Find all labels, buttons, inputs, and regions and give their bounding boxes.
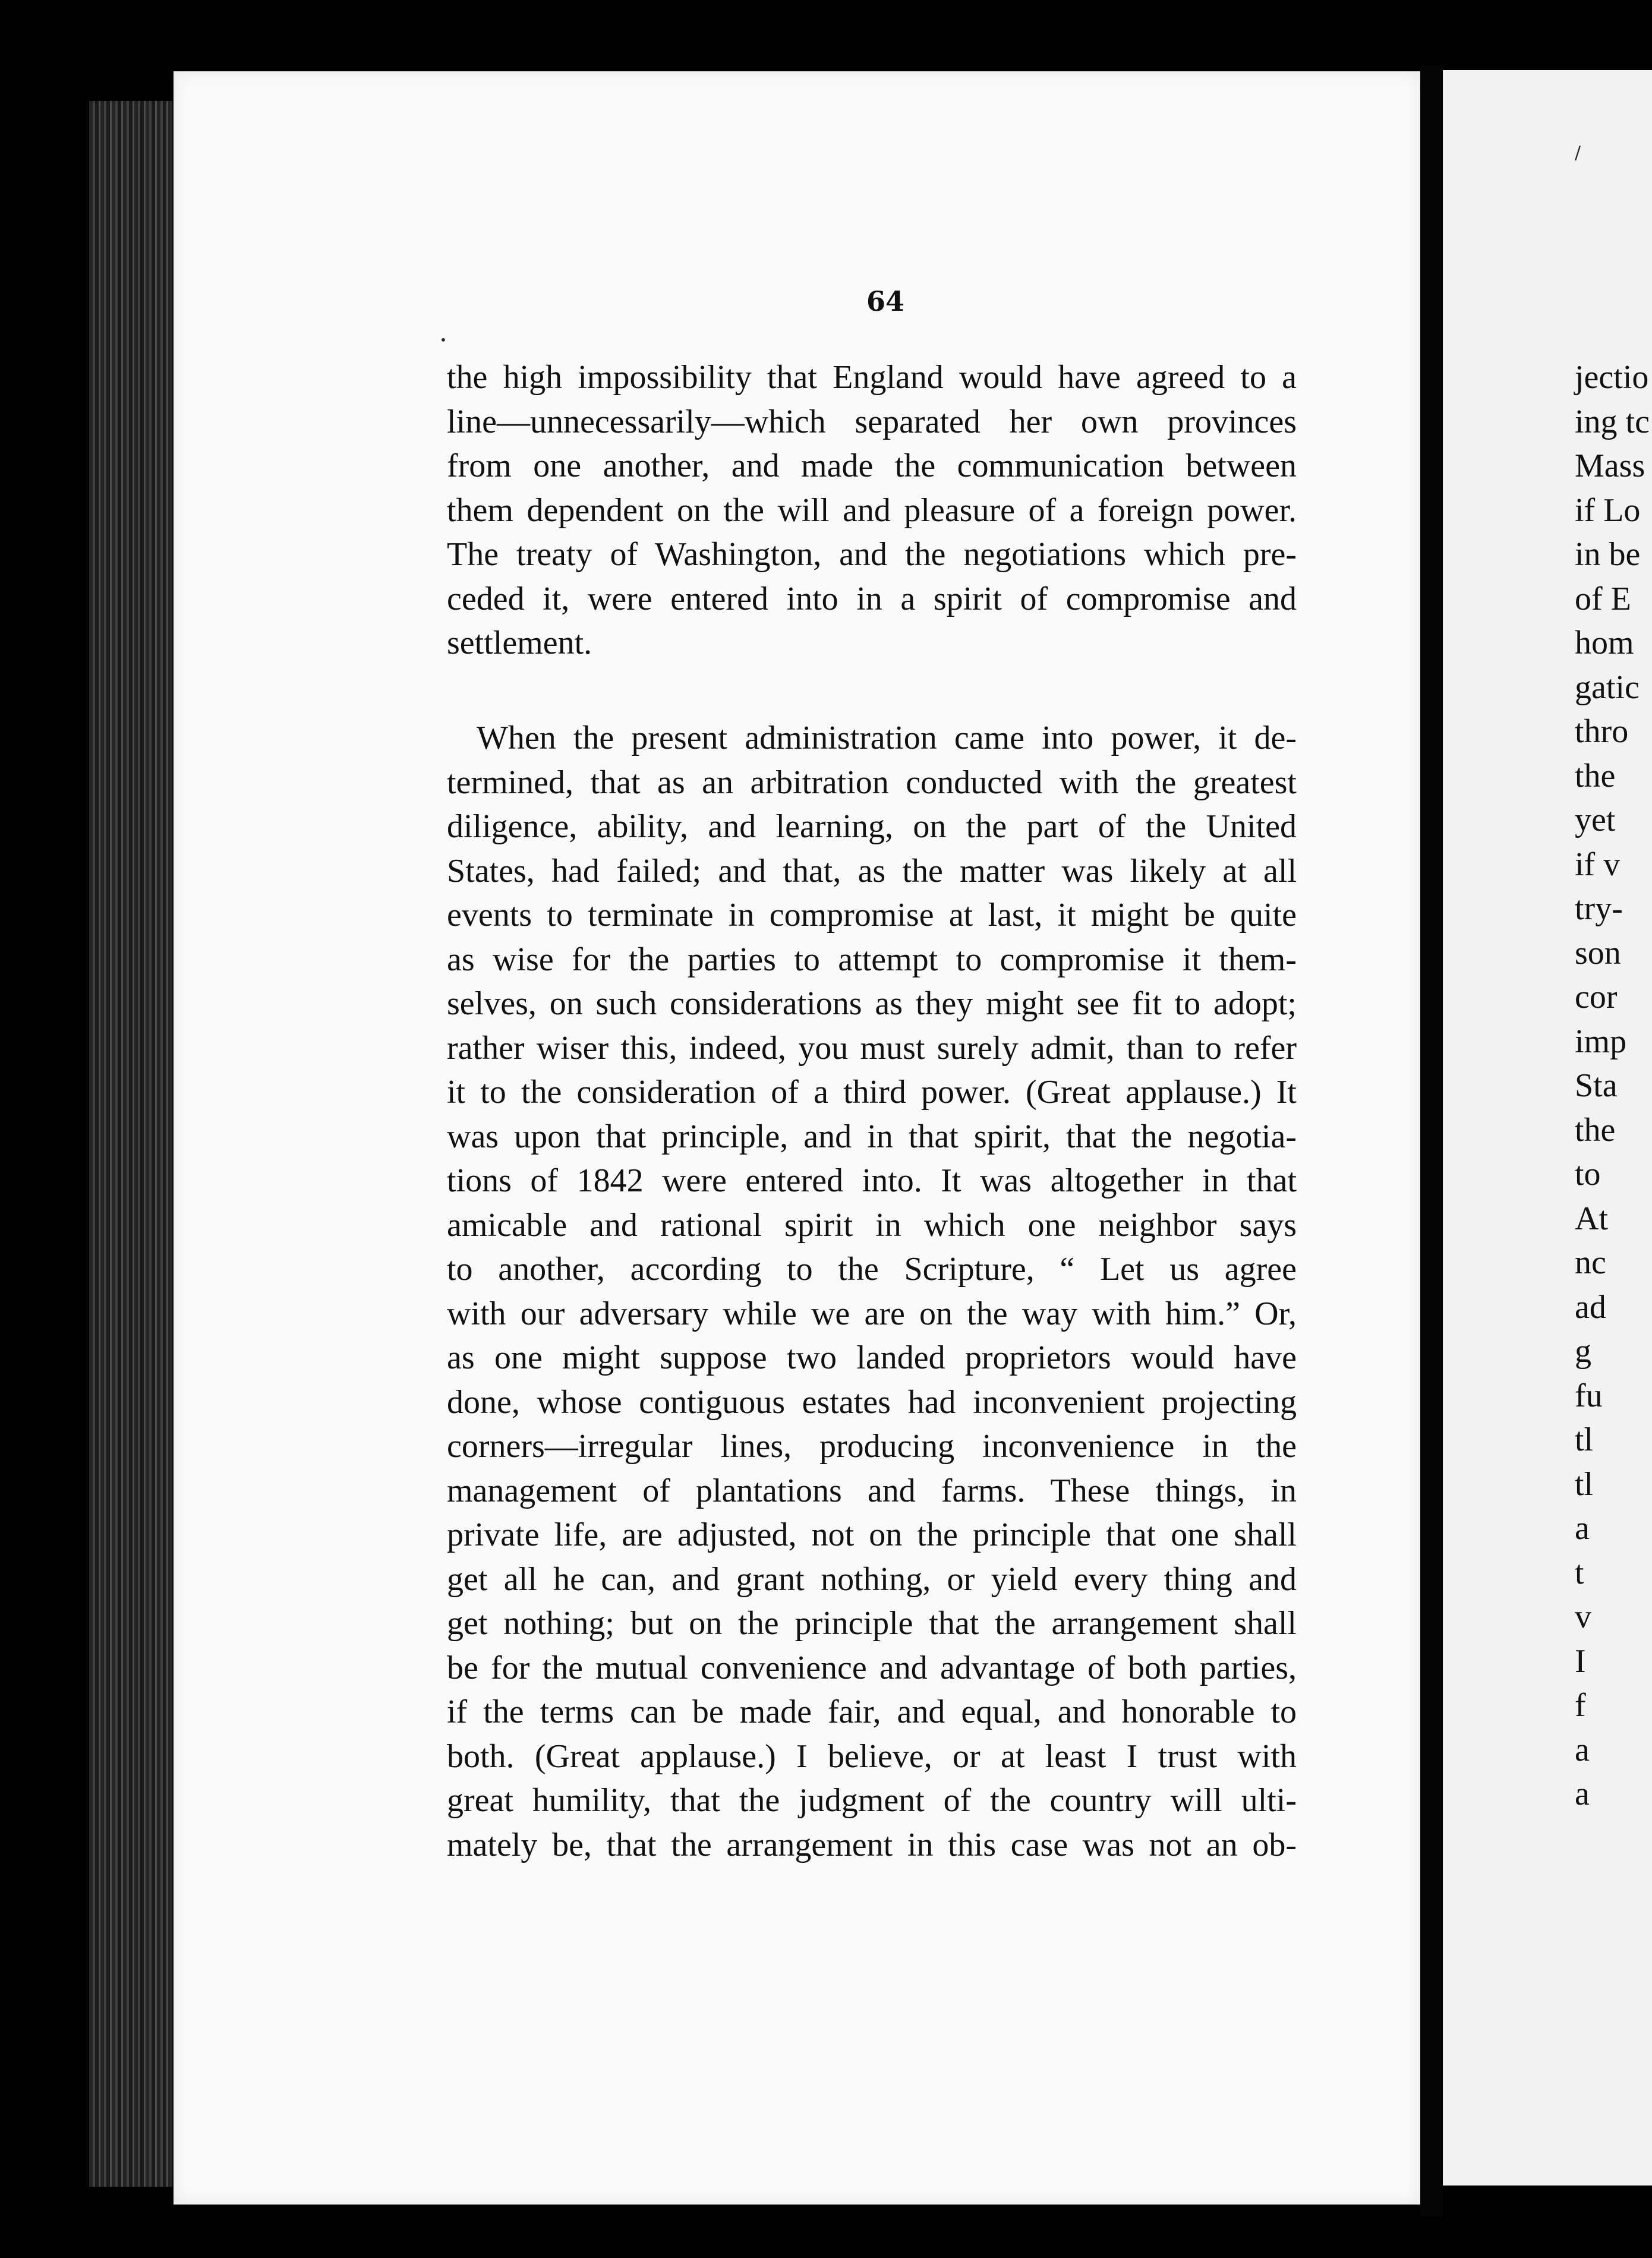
ink-speck: • <box>440 333 447 347</box>
fragment-line: v <box>1575 1598 1591 1635</box>
fragment-line: a <box>1575 1776 1590 1812</box>
text-line: settlement. <box>447 625 592 661</box>
fragment-line: imp <box>1575 1023 1627 1060</box>
text-line: rather wiser this, indeed, you must surely admit, than to refer <box>447 1029 1297 1067</box>
text-line: management of plantations and farms. These things, in <box>447 1472 1297 1509</box>
fragment-line: nc <box>1575 1244 1606 1281</box>
fragment-line: the <box>1575 1111 1616 1149</box>
fragment-line: hom <box>1575 625 1634 661</box>
fragment-line: f <box>1575 1687 1586 1724</box>
text-line: from one another, and made the communication between <box>447 447 1297 484</box>
text-line: be for the mutual convenience and advantage of both parties, <box>447 1649 1297 1686</box>
text-line: get nothing; but on the principle that the arrangement shall <box>447 1605 1297 1642</box>
right-page-text-fragments <box>1575 355 1650 1817</box>
fragment-line: if Lo <box>1575 491 1641 529</box>
fragment-line: tl <box>1575 1465 1594 1503</box>
fragment-line: tl <box>1575 1421 1594 1458</box>
text-line: States, had failed; and that, as the matter was likely at all <box>447 852 1297 890</box>
fragment-line: ing tc <box>1575 403 1650 440</box>
fragment-line: try- <box>1575 890 1623 927</box>
text-line: them dependent on the will and pleasure of a foreign power. <box>447 491 1297 529</box>
text-line: diligence, ability, and learning, on the part of the United <box>447 808 1297 845</box>
fragment-line: cor <box>1575 979 1618 1016</box>
fragment-line: g <box>1575 1333 1591 1370</box>
text-line: as one might suppose two landed proprietors would have <box>447 1339 1297 1376</box>
text-line: private life, are adjusted, not on the principle that one shall <box>447 1516 1297 1553</box>
fragment-line: to <box>1575 1156 1601 1193</box>
fragment-line: thro <box>1575 713 1629 750</box>
ink-speck: / <box>1575 143 1581 163</box>
text-line: great humility, that the judgment of the country will ulti- <box>447 1782 1297 1819</box>
fragment-line: t <box>1575 1554 1584 1591</box>
fragment-line: in be <box>1575 536 1641 573</box>
text-line: done, whose contiguous estates had inconvenient projecting <box>447 1383 1297 1421</box>
fragment-line: of E <box>1575 580 1631 617</box>
text-line: both. (Great applause.) I believe, or at least I trust with <box>447 1737 1297 1775</box>
fragment-line: gatic <box>1575 668 1640 706</box>
text-line: ceded it, were entered into in a spirit of compromise and <box>447 580 1297 617</box>
book-spine-edge <box>89 101 172 2187</box>
paragraph-1 <box>447 355 1297 666</box>
text-line: The treaty of Washington, and the negotiations which pre- <box>447 536 1297 573</box>
text-line: events to terminate in compromise at last, it might be quite <box>447 897 1297 934</box>
text-line: selves, on such considerations as they might see fit to adopt; <box>447 985 1297 1022</box>
text-line: it to the consideration of a third power. (Great applause.) It <box>447 1074 1297 1111</box>
book-gutter <box>1420 65 1443 2216</box>
text-line: tions of 1842 were entered into. It was altogether in that <box>447 1162 1297 1199</box>
fragment-line: if v <box>1575 846 1621 883</box>
text-line: termined, that as an arbitration conducted with the greatest <box>447 764 1297 801</box>
fragment-line: I <box>1575 1642 1586 1680</box>
text-line: When the present administration came into power, it de- <box>477 720 1297 756</box>
fragment-line: Sta <box>1575 1067 1618 1104</box>
fragment-line: a <box>1575 1510 1590 1547</box>
paragraph-2 <box>447 716 1297 1867</box>
fragment-line: Mass <box>1575 447 1645 484</box>
text-line: to another, according to the Scripture, “ Let us agree <box>447 1251 1297 1288</box>
text-line: mately be, that the arrangement in this case was not an ob- <box>447 1826 1297 1863</box>
fragment-line: yet <box>1575 802 1616 838</box>
text-line: amicable and rational spirit in which one neighbor says <box>447 1206 1297 1244</box>
text-line: the high impossibility that England would have agreed to a <box>447 359 1297 396</box>
fragment-line: a <box>1575 1731 1590 1768</box>
text-line: line—unnecessarily—which separated her own provinces <box>447 403 1297 440</box>
text-line: with our adversary while we are on the way with him.” Or, <box>447 1295 1297 1332</box>
fragment-line: son <box>1575 934 1621 972</box>
fragment-line: the <box>1575 757 1616 794</box>
page-number: 64 <box>866 285 904 317</box>
text-line: get all he can, and grant nothing, or yield every thing and <box>447 1560 1297 1598</box>
text-line: if the terms can be made fair, and equal, and honorable to <box>447 1694 1297 1730</box>
fragment-line: At <box>1575 1200 1608 1237</box>
text-line: corners—irregular lines, producing inconvenience in the <box>447 1428 1297 1465</box>
text-line: as wise for the parties to attempt to compromise it them- <box>447 941 1297 978</box>
fragment-line: ad <box>1575 1288 1606 1326</box>
fragment-line: jectio <box>1575 359 1649 396</box>
fragment-line: fu <box>1575 1377 1603 1414</box>
text-line: was upon that principle, and in that spirit, that the negotia- <box>447 1118 1297 1155</box>
